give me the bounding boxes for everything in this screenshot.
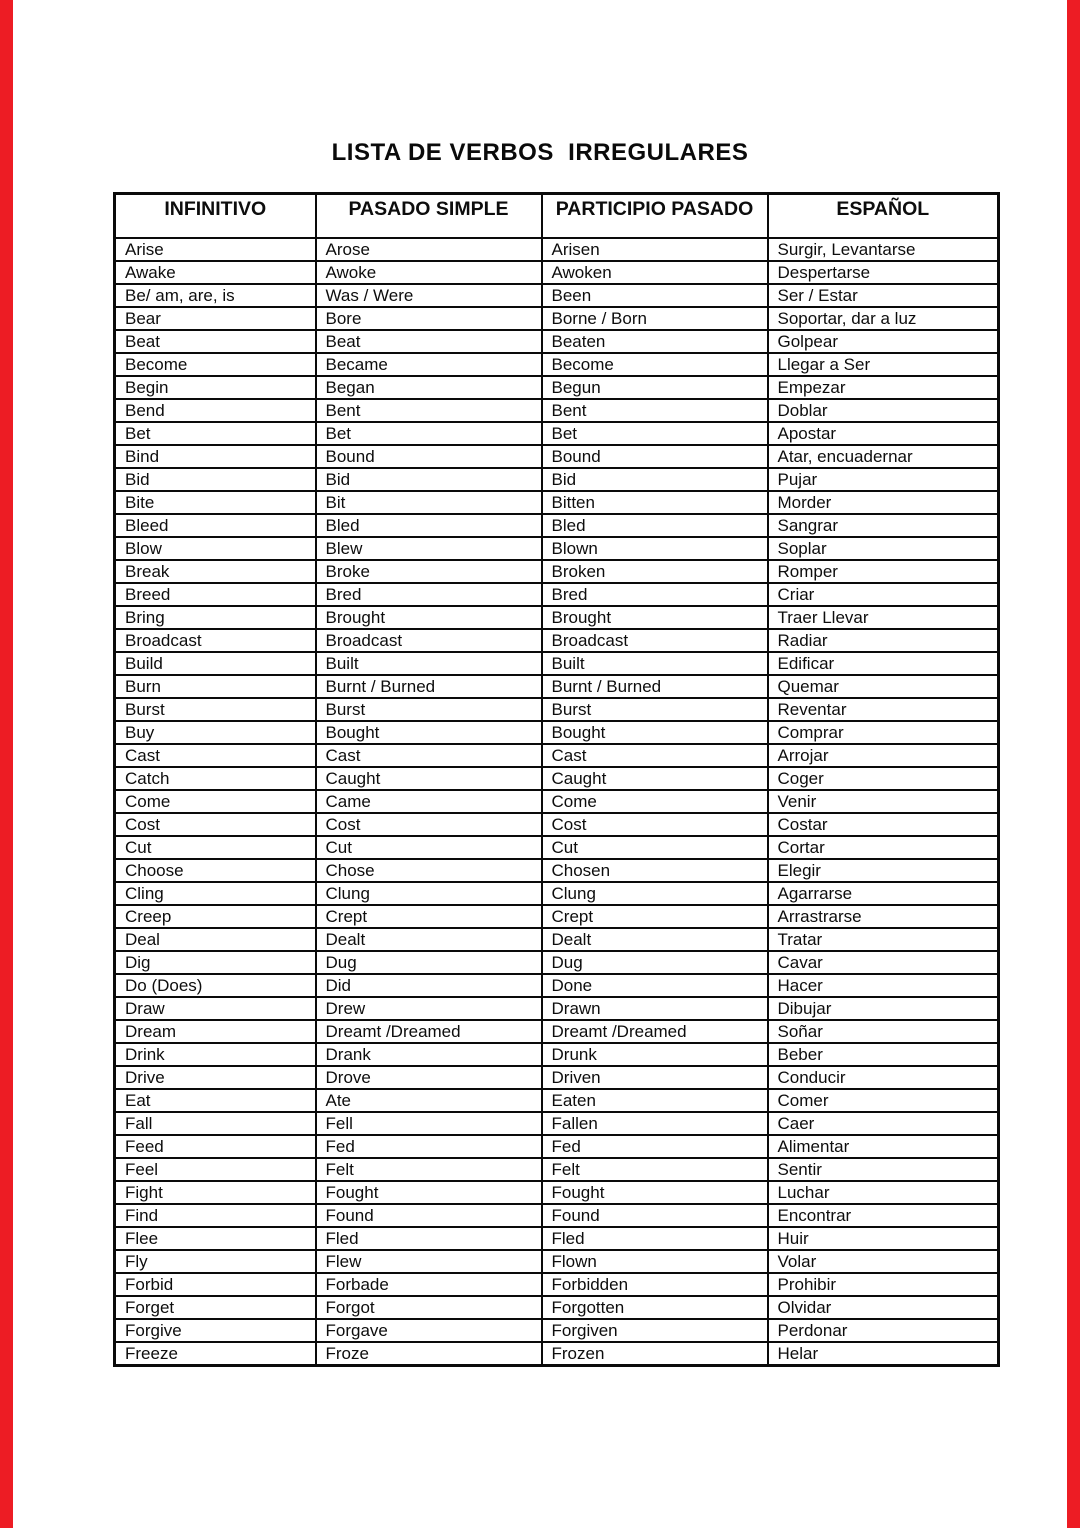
cell-participio-pasado: Broken [542, 560, 768, 583]
table-row [115, 353, 999, 376]
cell-espanol: Apostar [768, 422, 999, 445]
cell-participio-pasado: Forbidden [542, 1273, 768, 1296]
cell-espanol: Coger [768, 767, 999, 790]
table-row [115, 1204, 999, 1227]
cell-espanol: Edificar [768, 652, 999, 675]
page-title: LISTA DE VERBOS IRREGULARES [331, 139, 749, 166]
cell-participio-pasado: Driven [542, 1066, 768, 1089]
table-row [115, 1342, 999, 1366]
cell-pasado-simple: Dug [316, 951, 542, 974]
table-row [115, 997, 999, 1020]
table-row [115, 744, 999, 767]
cell-infinitivo: Burn [115, 675, 316, 698]
cell-infinitivo: Fight [115, 1181, 316, 1204]
cell-participio-pasado: Drawn [542, 997, 768, 1020]
cell-infinitivo: Creep [115, 905, 316, 928]
cell-espanol: Morder [768, 491, 999, 514]
cell-espanol: Elegir [768, 859, 999, 882]
cell-espanol: Alimentar [768, 1135, 999, 1158]
cell-pasado-simple: Forgot [316, 1296, 542, 1319]
cell-pasado-simple: Fled [316, 1227, 542, 1250]
cell-pasado-simple: Was / Were [316, 284, 542, 307]
table-row [115, 905, 999, 928]
table-row [115, 422, 999, 445]
cell-pasado-simple: Clung [316, 882, 542, 905]
cell-espanol: Sentir [768, 1158, 999, 1181]
table-row [115, 1296, 999, 1319]
cell-pasado-simple: Bet [316, 422, 542, 445]
cell-participio-pasado: Bound [542, 445, 768, 468]
cell-participio-pasado: Bitten [542, 491, 768, 514]
cell-espanol: Encontrar [768, 1204, 999, 1227]
table-row [115, 1066, 999, 1089]
cell-participio-pasado: Bought [542, 721, 768, 744]
cell-infinitivo: Be/ am, are, is [115, 284, 316, 307]
cell-espanol: Costar [768, 813, 999, 836]
cell-pasado-simple: Fed [316, 1135, 542, 1158]
cell-espanol: Radiar [768, 629, 999, 652]
cell-infinitivo: Choose [115, 859, 316, 882]
cell-pasado-simple: Blew [316, 537, 542, 560]
cell-infinitivo: Build [115, 652, 316, 675]
cell-pasado-simple: Bought [316, 721, 542, 744]
cell-infinitivo: Cling [115, 882, 316, 905]
table-row [115, 238, 999, 261]
cell-participio-pasado: Fought [542, 1181, 768, 1204]
cell-infinitivo: Dream [115, 1020, 316, 1043]
cell-participio-pasado: Caught [542, 767, 768, 790]
cell-espanol: Tratar [768, 928, 999, 951]
cell-espanol: Sangrar [768, 514, 999, 537]
cell-participio-pasado: Come [542, 790, 768, 813]
cell-espanol: Atar, encuadernar [768, 445, 999, 468]
table-row [115, 1273, 999, 1296]
cell-pasado-simple: Burnt / Burned [316, 675, 542, 698]
cell-participio-pasado: Bled [542, 514, 768, 537]
cell-espanol: Quemar [768, 675, 999, 698]
table-row [115, 261, 999, 284]
cell-espanol: Arrastrarse [768, 905, 999, 928]
table-row [115, 537, 999, 560]
cell-participio-pasado: Bid [542, 468, 768, 491]
cell-pasado-simple: Cut [316, 836, 542, 859]
cell-participio-pasado: Borne / Born [542, 307, 768, 330]
cell-pasado-simple: Dealt [316, 928, 542, 951]
cell-pasado-simple: Bit [316, 491, 542, 514]
cell-infinitivo: Blow [115, 537, 316, 560]
cell-infinitivo: Feel [115, 1158, 316, 1181]
cell-infinitivo: Deal [115, 928, 316, 951]
cell-pasado-simple: Forbade [316, 1273, 542, 1296]
cell-infinitivo: Bring [115, 606, 316, 629]
table-row [115, 951, 999, 974]
table-body [115, 238, 999, 1366]
cell-pasado-simple: Fell [316, 1112, 542, 1135]
cell-participio-pasado: Brought [542, 606, 768, 629]
cell-espanol: Luchar [768, 1181, 999, 1204]
cell-pasado-simple: Cast [316, 744, 542, 767]
table-row [115, 606, 999, 629]
cell-pasado-simple: Awoke [316, 261, 542, 284]
table-row [115, 1250, 999, 1273]
cell-pasado-simple: Found [316, 1204, 542, 1227]
cell-infinitivo: Find [115, 1204, 316, 1227]
cell-espanol: Hacer [768, 974, 999, 997]
left-red-edge-bar [0, 0, 13, 1528]
cell-pasado-simple: Bore [316, 307, 542, 330]
table-row [115, 629, 999, 652]
cell-pasado-simple: Cost [316, 813, 542, 836]
table-row [115, 928, 999, 951]
cell-pasado-simple: Broadcast [316, 629, 542, 652]
irregular-verbs-table [113, 192, 1000, 1367]
cell-espanol: Huir [768, 1227, 999, 1250]
cell-pasado-simple: Arose [316, 238, 542, 261]
cell-infinitivo: Breed [115, 583, 316, 606]
cell-participio-pasado: Fallen [542, 1112, 768, 1135]
column-header-infinitivo: INFINITIVO [115, 194, 316, 238]
cell-pasado-simple: Bent [316, 399, 542, 422]
cell-pasado-simple: Bled [316, 514, 542, 537]
cell-espanol: Golpear [768, 330, 999, 353]
cell-infinitivo: Fly [115, 1250, 316, 1273]
column-header-participio-pasado: PARTICIPIO PASADO [542, 194, 768, 238]
cell-infinitivo: Cast [115, 744, 316, 767]
cell-participio-pasado: Begun [542, 376, 768, 399]
cell-pasado-simple: Felt [316, 1158, 542, 1181]
table-row [115, 675, 999, 698]
table-row [115, 514, 999, 537]
cell-pasado-simple: Crept [316, 905, 542, 928]
cell-espanol: Soplar [768, 537, 999, 560]
cell-participio-pasado: Cut [542, 836, 768, 859]
cell-participio-pasado: Fed [542, 1135, 768, 1158]
cell-participio-pasado: Broadcast [542, 629, 768, 652]
cell-espanol: Traer Llevar [768, 606, 999, 629]
header-row [115, 194, 999, 238]
cell-pasado-simple: Broke [316, 560, 542, 583]
cell-espanol: Olvidar [768, 1296, 999, 1319]
cell-infinitivo: Bear [115, 307, 316, 330]
column-header-pasado-simple: PASADO SIMPLE [316, 194, 542, 238]
cell-infinitivo: Forbid [115, 1273, 316, 1296]
cell-participio-pasado: Become [542, 353, 768, 376]
table-row [115, 1135, 999, 1158]
cell-espanol: Helar [768, 1342, 999, 1366]
cell-pasado-simple: Built [316, 652, 542, 675]
cell-espanol: Perdonar [768, 1319, 999, 1342]
cell-infinitivo: Broadcast [115, 629, 316, 652]
cell-participio-pasado: Awoken [542, 261, 768, 284]
cell-espanol: Reventar [768, 698, 999, 721]
cell-pasado-simple: Dreamt /Dreamed [316, 1020, 542, 1043]
cell-participio-pasado: Clung [542, 882, 768, 905]
cell-infinitivo: Flee [115, 1227, 316, 1250]
table-row [115, 307, 999, 330]
cell-infinitivo: Bid [115, 468, 316, 491]
cell-infinitivo: Arise [115, 238, 316, 261]
cell-infinitivo: Drink [115, 1043, 316, 1066]
cell-infinitivo: Forget [115, 1296, 316, 1319]
cell-participio-pasado: Built [542, 652, 768, 675]
cell-infinitivo: Burst [115, 698, 316, 721]
table-row [115, 1089, 999, 1112]
column-header-espanol: ESPAÑOL [768, 194, 999, 238]
cell-espanol: Comprar [768, 721, 999, 744]
cell-espanol: Volar [768, 1250, 999, 1273]
cell-espanol: Agarrarse [768, 882, 999, 905]
table-row [115, 376, 999, 399]
cell-espanol: Comer [768, 1089, 999, 1112]
cell-infinitivo: Draw [115, 997, 316, 1020]
cell-participio-pasado: Found [542, 1204, 768, 1227]
cell-espanol: Romper [768, 560, 999, 583]
table-row [115, 1020, 999, 1043]
cell-pasado-simple: Drank [316, 1043, 542, 1066]
cell-espanol: Venir [768, 790, 999, 813]
table-row [115, 698, 999, 721]
cell-espanol: Doblar [768, 399, 999, 422]
cell-espanol: Ser / Estar [768, 284, 999, 307]
cell-pasado-simple: Burst [316, 698, 542, 721]
cell-pasado-simple: Bred [316, 583, 542, 606]
cell-pasado-simple: Came [316, 790, 542, 813]
cell-participio-pasado: Chosen [542, 859, 768, 882]
table-row [115, 491, 999, 514]
cell-espanol: Pujar [768, 468, 999, 491]
cell-participio-pasado: Dug [542, 951, 768, 974]
table-row [115, 974, 999, 997]
cell-espanol: Caer [768, 1112, 999, 1135]
cell-participio-pasado: Cost [542, 813, 768, 836]
cell-infinitivo: Awake [115, 261, 316, 284]
cell-pasado-simple: Began [316, 376, 542, 399]
cell-espanol: Cortar [768, 836, 999, 859]
cell-participio-pasado: Blown [542, 537, 768, 560]
cell-participio-pasado: Felt [542, 1158, 768, 1181]
cell-infinitivo: Bleed [115, 514, 316, 537]
cell-infinitivo: Forgive [115, 1319, 316, 1342]
cell-pasado-simple: Chose [316, 859, 542, 882]
cell-participio-pasado: Frozen [542, 1342, 768, 1366]
table-row [115, 790, 999, 813]
cell-infinitivo: Beat [115, 330, 316, 353]
cell-pasado-simple: Bound [316, 445, 542, 468]
cell-pasado-simple: Drove [316, 1066, 542, 1089]
cell-participio-pasado: Arisen [542, 238, 768, 261]
cell-infinitivo: Catch [115, 767, 316, 790]
cell-participio-pasado: Eaten [542, 1089, 768, 1112]
cell-infinitivo: Cut [115, 836, 316, 859]
cell-infinitivo: Begin [115, 376, 316, 399]
cell-espanol: Empezar [768, 376, 999, 399]
table-row [115, 399, 999, 422]
table-row [115, 1181, 999, 1204]
cell-espanol: Beber [768, 1043, 999, 1066]
cell-espanol: Llegar a Ser [768, 353, 999, 376]
table-row [115, 767, 999, 790]
cell-participio-pasado: Dealt [542, 928, 768, 951]
cell-infinitivo: Cost [115, 813, 316, 836]
cell-participio-pasado: Beaten [542, 330, 768, 353]
table-row [115, 468, 999, 491]
cell-infinitivo: Bite [115, 491, 316, 514]
cell-participio-pasado: Done [542, 974, 768, 997]
cell-espanol: Despertarse [768, 261, 999, 284]
table-row [115, 813, 999, 836]
cell-pasado-simple: Did [316, 974, 542, 997]
cell-participio-pasado: Crept [542, 905, 768, 928]
table-header-row [115, 194, 999, 238]
cell-espanol: Prohibir [768, 1273, 999, 1296]
table-row [115, 859, 999, 882]
cell-infinitivo: Bend [115, 399, 316, 422]
cell-participio-pasado: Bred [542, 583, 768, 606]
table-row [115, 721, 999, 744]
cell-participio-pasado: Cast [542, 744, 768, 767]
cell-pasado-simple: Beat [316, 330, 542, 353]
table-row [115, 1158, 999, 1181]
cell-infinitivo: Come [115, 790, 316, 813]
cell-infinitivo: Feed [115, 1135, 316, 1158]
table-row [115, 560, 999, 583]
table-row [115, 445, 999, 468]
cell-participio-pasado: Bent [542, 399, 768, 422]
cell-espanol: Surgir, Levantarse [768, 238, 999, 261]
cell-participio-pasado: Been [542, 284, 768, 307]
cell-pasado-simple: Became [316, 353, 542, 376]
cell-participio-pasado: Bet [542, 422, 768, 445]
cell-participio-pasado: Burnt / Burned [542, 675, 768, 698]
table-row [115, 1319, 999, 1342]
cell-participio-pasado: Forgotten [542, 1296, 768, 1319]
cell-pasado-simple: Ate [316, 1089, 542, 1112]
cell-espanol: Soñar [768, 1020, 999, 1043]
cell-espanol: Criar [768, 583, 999, 606]
cell-espanol: Conducir [768, 1066, 999, 1089]
table-row [115, 1227, 999, 1250]
table-row [115, 330, 999, 353]
cell-infinitivo: Freeze [115, 1342, 316, 1366]
cell-pasado-simple: Caught [316, 767, 542, 790]
cell-pasado-simple: Forgave [316, 1319, 542, 1342]
table-row [115, 583, 999, 606]
cell-infinitivo: Do (Does) [115, 974, 316, 997]
cell-pasado-simple: Drew [316, 997, 542, 1020]
table-row [115, 652, 999, 675]
cell-infinitivo: Become [115, 353, 316, 376]
cell-participio-pasado: Burst [542, 698, 768, 721]
table-row [115, 1043, 999, 1066]
table-row [115, 882, 999, 905]
cell-participio-pasado: Dreamt /Dreamed [542, 1020, 768, 1043]
cell-espanol: Cavar [768, 951, 999, 974]
cell-espanol: Soportar, dar a luz [768, 307, 999, 330]
cell-infinitivo: Bet [115, 422, 316, 445]
cell-pasado-simple: Brought [316, 606, 542, 629]
right-red-edge-bar [1067, 0, 1080, 1528]
cell-participio-pasado: Forgiven [542, 1319, 768, 1342]
cell-participio-pasado: Flown [542, 1250, 768, 1273]
cell-infinitivo: Buy [115, 721, 316, 744]
cell-pasado-simple: Froze [316, 1342, 542, 1366]
table-row [115, 1112, 999, 1135]
cell-infinitivo: Bind [115, 445, 316, 468]
cell-participio-pasado: Drunk [542, 1043, 768, 1066]
cell-infinitivo: Break [115, 560, 316, 583]
cell-infinitivo: Eat [115, 1089, 316, 1112]
cell-infinitivo: Fall [115, 1112, 316, 1135]
cell-espanol: Dibujar [768, 997, 999, 1020]
cell-participio-pasado: Fled [542, 1227, 768, 1250]
table-row [115, 836, 999, 859]
cell-infinitivo: Drive [115, 1066, 316, 1089]
cell-espanol: Arrojar [768, 744, 999, 767]
cell-pasado-simple: Flew [316, 1250, 542, 1273]
table-row [115, 284, 999, 307]
cell-pasado-simple: Fought [316, 1181, 542, 1204]
cell-infinitivo: Dig [115, 951, 316, 974]
cell-pasado-simple: Bid [316, 468, 542, 491]
